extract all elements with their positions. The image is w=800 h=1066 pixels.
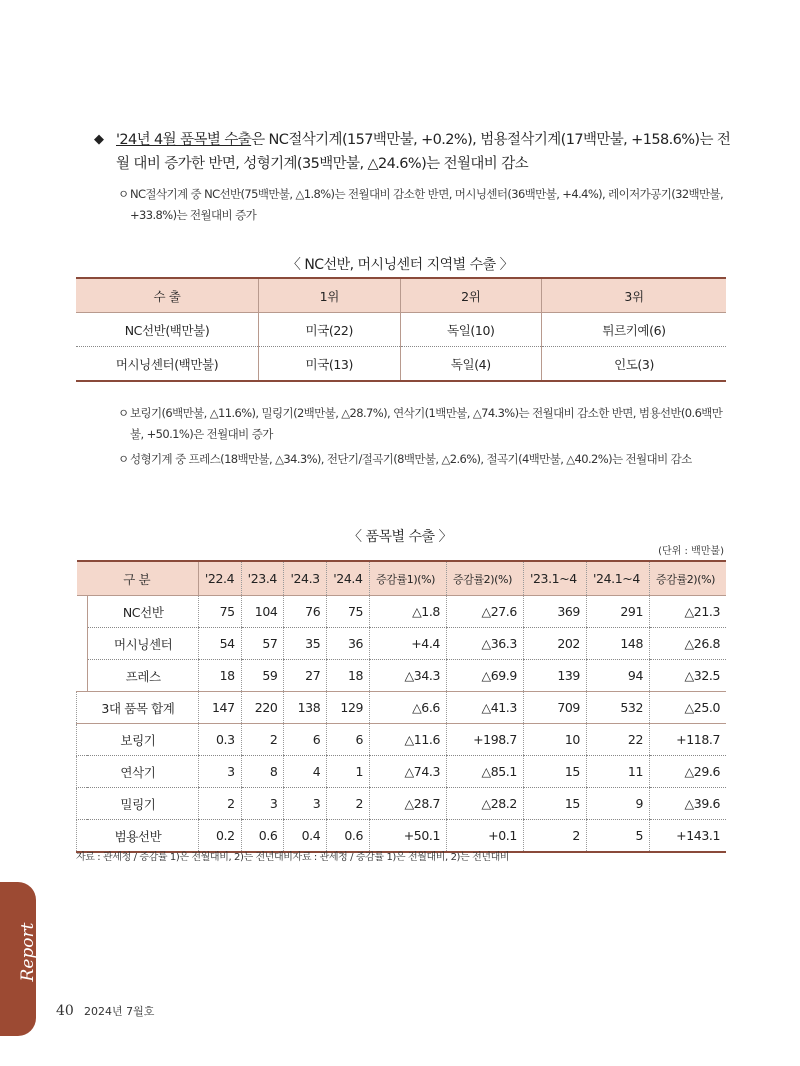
table-cell: △32.5 xyxy=(650,660,726,692)
row-label: 머시닝센터 xyxy=(87,628,198,660)
table-header: 증감률1)(%) xyxy=(370,561,447,596)
table-cell: 138 xyxy=(284,692,327,724)
row-label: NC선반 xyxy=(87,596,198,628)
table-cell: 36 xyxy=(327,628,370,660)
table-cell: 독일(10) xyxy=(400,313,542,347)
table-cell: 5 xyxy=(586,820,649,853)
table-cell: 27 xyxy=(284,660,327,692)
table-header: 구 분 xyxy=(77,561,199,596)
table-cell: 8 xyxy=(241,756,284,788)
table-header: 1위 xyxy=(259,278,401,313)
table-cell: 54 xyxy=(198,628,241,660)
table-cell: +143.1 xyxy=(650,820,726,853)
table2-caption: 〈 품목별 수출 〉 xyxy=(348,529,452,545)
table-cell: △85.1 xyxy=(447,756,524,788)
table-cell: 독일(4) xyxy=(400,347,542,382)
table-cell: 0.6 xyxy=(327,820,370,853)
table-header: 3위 xyxy=(542,278,726,313)
row-label: 3대 품목 합계 xyxy=(77,692,199,724)
table-cell: 2 xyxy=(327,788,370,820)
side-tab-label: Report xyxy=(18,922,38,982)
page-number: 40 xyxy=(56,1003,74,1019)
intro-text: 은 NC절삭기계(157백만불, +0.2%), 범용절삭기계(17백만불, +158.6%)는 전월 대비 증가한 반면, 성형기계(35백만불, △24.6%)는 전월대비 감소 xyxy=(116,132,731,172)
row-label: 프레스 xyxy=(87,660,198,692)
table-row xyxy=(76,313,726,347)
table-cell: 2 xyxy=(198,788,241,820)
table-cell: 709 xyxy=(523,692,586,724)
table-cell: +0.1 xyxy=(447,820,524,853)
table-cell: 0.2 xyxy=(198,820,241,853)
table-cell: 0.3 xyxy=(198,724,241,756)
table-cell: 미국(13) xyxy=(259,347,401,382)
regional-export-table xyxy=(76,277,726,382)
table-cell: △27.6 xyxy=(447,596,524,628)
intro-highlight: '24년 4월 품목별 수출 xyxy=(116,132,252,148)
table-cell: 104 xyxy=(241,596,284,628)
table-cell: 22 xyxy=(586,724,649,756)
table-header: '23.1~4 xyxy=(523,561,586,596)
table-cell: 15 xyxy=(523,756,586,788)
table-cell: △74.3 xyxy=(370,756,447,788)
table-header: 증감률2)(%) xyxy=(447,561,524,596)
table-cell: 59 xyxy=(241,660,284,692)
table-header-row xyxy=(76,278,726,313)
table-row xyxy=(77,596,727,628)
table-header: '23.4 xyxy=(241,561,284,596)
table-cell: 0.6 xyxy=(241,820,284,853)
table-cell: △6.6 xyxy=(370,692,447,724)
table-cell: 369 xyxy=(523,596,586,628)
table-cell: 3 xyxy=(198,756,241,788)
table-cell: △28.7 xyxy=(370,788,447,820)
indent-spacer xyxy=(77,596,88,628)
sub-bullet-boring xyxy=(118,403,730,445)
table-header: 수 출 xyxy=(76,278,259,313)
table-cell: △36.3 xyxy=(447,628,524,660)
table-cell: △39.6 xyxy=(650,788,726,820)
table-cell: △26.8 xyxy=(650,628,726,660)
table-cell: 15 xyxy=(523,788,586,820)
table-cell: 532 xyxy=(586,692,649,724)
table-cell: 75 xyxy=(198,596,241,628)
row-label: 범용선반 xyxy=(77,820,199,853)
table-cell: △34.3 xyxy=(370,660,447,692)
table-cell: 139 xyxy=(523,660,586,692)
table-cell: +4.4 xyxy=(370,628,447,660)
table-cell: △41.3 xyxy=(447,692,524,724)
table-row xyxy=(77,628,727,660)
intro-bullet xyxy=(94,128,734,176)
table-cell: 148 xyxy=(586,628,649,660)
table-cell: +50.1 xyxy=(370,820,447,853)
circle-bullet-icon: ㅇ xyxy=(118,406,129,420)
table-row xyxy=(76,347,726,382)
table-cell: 57 xyxy=(241,628,284,660)
indent-spacer xyxy=(77,660,88,692)
table-header: 증감률2)(%) xyxy=(650,561,726,596)
table-header: '24.3 xyxy=(284,561,327,596)
table-header: '24.4 xyxy=(327,561,370,596)
table-cell: 튀르키예(6) xyxy=(542,313,726,347)
row-label: 연삭기 xyxy=(77,756,199,788)
table-cell: 75 xyxy=(327,596,370,628)
table-cell: 94 xyxy=(586,660,649,692)
table-row xyxy=(77,692,727,724)
table-row xyxy=(77,788,727,820)
table-row xyxy=(77,660,727,692)
table-cell: △11.6 xyxy=(370,724,447,756)
row-label: 보링기 xyxy=(77,724,199,756)
issue-label: 2024년 7월호 xyxy=(83,1005,155,1018)
table-cell: 6 xyxy=(284,724,327,756)
table-cell: 인도(3) xyxy=(542,347,726,382)
table-cell: △1.8 xyxy=(370,596,447,628)
table-cell: 9 xyxy=(586,788,649,820)
page-footer xyxy=(56,1003,154,1019)
table-cell: 3 xyxy=(284,788,327,820)
indent-spacer xyxy=(77,628,88,660)
table-cell: △69.9 xyxy=(447,660,524,692)
circle-bullet-icon: ㅇ xyxy=(118,452,129,466)
table-cell: △25.0 xyxy=(650,692,726,724)
table-cell: 18 xyxy=(198,660,241,692)
table-cell: 2 xyxy=(241,724,284,756)
row-label: 밀링기 xyxy=(77,788,199,820)
table1-caption: 〈 NC선반, 머시닝센터 지역별 수출 〉 xyxy=(286,257,514,273)
sub-bullet-press xyxy=(118,449,730,470)
table-cell: △28.2 xyxy=(447,788,524,820)
table-cell: 147 xyxy=(198,692,241,724)
item-export-table xyxy=(76,560,726,853)
table-header-row xyxy=(77,561,727,596)
table-cell: △29.6 xyxy=(650,756,726,788)
report-side-tab xyxy=(0,882,36,1036)
table-cell: NC선반(백만불) xyxy=(76,313,259,347)
table-row xyxy=(77,756,727,788)
table-row xyxy=(77,724,727,756)
table-cell: 1 xyxy=(327,756,370,788)
table-cell: 18 xyxy=(327,660,370,692)
table-cell: 291 xyxy=(586,596,649,628)
table-cell: 202 xyxy=(523,628,586,660)
table-cell: 76 xyxy=(284,596,327,628)
table-cell: 4 xyxy=(284,756,327,788)
table-cell: 35 xyxy=(284,628,327,660)
sub-bullet-nc xyxy=(118,184,730,226)
table-cell: 10 xyxy=(523,724,586,756)
sub-bullet-text: 보링기(6백만불, △11.6%), 밀링기(2백만불, △28.7%), 연삭기(1백만불, △74.3%)는 전월대비 감소한 반면, 범용선반(0.6백만불, +50.1%)은 전월대비 증가 xyxy=(130,406,723,441)
table-cell: 2 xyxy=(523,820,586,853)
table-cell: 220 xyxy=(241,692,284,724)
source-note: 자료 : 관세청 / 증감률 1)은 전월대비, 2)는 전년대비자료 : 관세청 / 증감률 1)은 전월대비, 2)는 전년대비 xyxy=(76,852,510,863)
diamond-bullet-icon: ◆ xyxy=(94,132,104,147)
table-cell: +118.7 xyxy=(650,724,726,756)
table-cell: 미국(22) xyxy=(259,313,401,347)
table-cell: 129 xyxy=(327,692,370,724)
table-header: '22.4 xyxy=(198,561,241,596)
table-cell: 6 xyxy=(327,724,370,756)
table-cell: △21.3 xyxy=(650,596,726,628)
table-header: 2위 xyxy=(400,278,542,313)
circle-bullet-icon: ㅇ xyxy=(118,187,129,201)
table-cell: 머시닝센터(백만불) xyxy=(115,356,219,372)
unit-label: (단위 : 백만불) xyxy=(658,546,724,557)
table-cell: 11 xyxy=(586,756,649,788)
sub-bullet-text: NC절삭기계 중 NC선반(75백만불, △1.8%)는 전월대비 감소한 반면, 머시닝센터(36백만불, +4.4%), 레이저가공기(32백만불, +33.8%)는 전월대비 증가 xyxy=(130,187,724,222)
table-cell: 3 xyxy=(241,788,284,820)
sub-bullet-text: 성형기계 중 프레스(18백만불, △34.3%), 전단기/절곡기(8백만불, △2.6%), 절곡기(4백만불, △40.2%)는 전월대비 감소 xyxy=(130,452,692,466)
table-header: '24.1~4 xyxy=(586,561,649,596)
table-cell: +198.7 xyxy=(447,724,524,756)
table-cell: 0.4 xyxy=(284,820,327,853)
